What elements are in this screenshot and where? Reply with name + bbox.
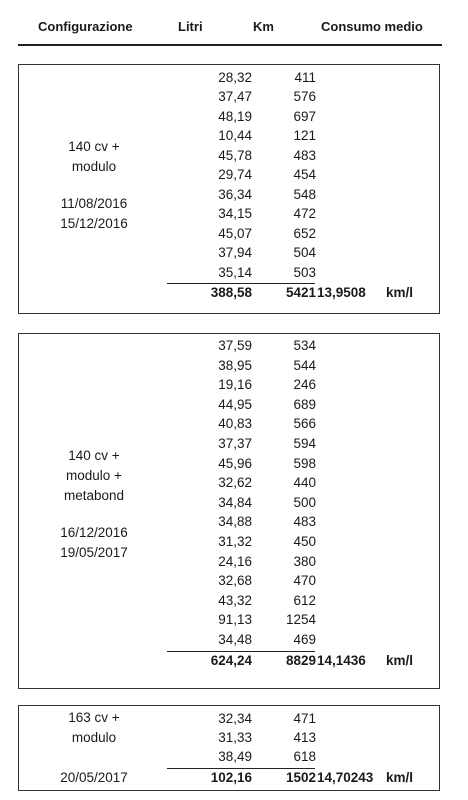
km-value: 411 [294,70,316,85]
table-row [19,571,439,591]
litri-value: 32,68 [218,573,252,589]
litri-value: 37,47 [218,89,252,105]
km-value: 566 [293,416,316,432]
litri-value: 91,13 [218,612,252,628]
total-km: 8829 [285,652,316,668]
litri-value: 34,15 [218,206,252,222]
configuration-line: modulo + [66,468,122,483]
km-value: 612 [293,592,316,608]
litri-value: 45,96 [218,455,252,471]
km-value: 503 [293,264,316,280]
total-litri: 102,16 [210,769,252,785]
table-row [19,747,439,767]
km-value: 246 [293,377,316,393]
litri-value: 10,44 [218,128,252,144]
table-row [19,243,439,263]
configuration-line: modulo [71,730,117,745]
table-row [19,414,439,434]
consumo-unit: km/l [386,769,414,785]
km-value: 689 [293,396,316,412]
table-row [19,146,439,166]
litri-value: 34,88 [218,514,252,530]
table-row [19,356,439,376]
table-row [19,728,439,748]
km-value: 121 [293,128,316,144]
km-value: 380 [293,553,316,569]
col-litri: Litri [178,19,203,34]
litri-value: 38,95 [218,357,252,373]
col-configurazione: Configurazione [38,19,133,34]
table-row [19,630,439,650]
date-line: 19/05/2017 [60,545,128,560]
km-value: 544 [293,357,316,373]
table-row [19,107,439,127]
date-line: 20/05/2017 [60,770,128,785]
km-value: 504 [293,245,316,261]
table-header [18,8,442,46]
total-row [19,651,439,671]
km-value: 548 [293,186,316,202]
date-line: 16/12/2016 [60,525,128,540]
col-consumo-medio: Consumo medio [321,19,423,34]
consumo-unit: km/l [386,652,414,668]
total-row [19,768,439,788]
table-row [19,336,439,356]
date-line: 11/08/2016 [60,196,128,211]
km-value: 576 [293,89,316,105]
configuration-line: 140 cv + [68,448,120,463]
table-row [19,87,439,107]
total-row [19,283,439,303]
total-km: 1502 [285,769,316,785]
litri-value: 36,34 [218,186,252,202]
consumo-medio-value: 13,9508 [317,284,366,300]
table-row [19,493,439,513]
litri-value: 45,07 [218,225,252,241]
table-row [19,552,439,572]
km-value: 469 [293,632,316,647]
configuration-line: modulo [71,159,117,174]
table-row [19,224,439,244]
km-value: 483 [293,147,316,163]
table-row [19,165,439,185]
km-value: 1254 [285,612,316,628]
consumo-medio-value: 14,70243 [317,769,374,785]
date-line: 15/12/2016 [60,216,128,231]
table-row [19,532,439,552]
litri-value: 43,32 [218,592,252,608]
table-row [19,375,439,395]
km-value: 472 [293,206,316,222]
configuration-line: 163 cv + [68,710,120,725]
km-value: 440 [293,475,316,491]
litri-value: 44,95 [218,396,252,412]
table-row [19,204,439,224]
km-value: 500 [293,494,316,510]
config-block [18,333,440,689]
config-block [18,705,440,791]
km-value: 471 [293,711,316,726]
col-km: Km [253,19,274,34]
litri-value: 24,16 [218,553,252,569]
table-row [19,185,439,205]
table-row [19,263,439,283]
litri-value: 48,19 [218,108,252,124]
litri-value: 32,34 [218,711,252,726]
table-row [19,454,439,474]
km-value: 652 [293,225,316,241]
km-value: 598 [293,455,316,471]
total-litri: 388,58 [210,284,252,300]
configuration-line: metabond [63,488,125,503]
km-value: 594 [293,436,316,451]
litri-value: 31,32 [218,534,252,549]
table-row [19,709,439,729]
litri-value: 34,48 [218,632,252,647]
table-row [19,434,439,454]
litri-value: 37,94 [218,245,252,261]
litri-value: 37,59 [218,338,252,353]
litri-value: 28,32 [218,70,252,85]
litri-value: 45,78 [218,147,252,163]
table-row [19,473,439,493]
table-row [19,591,439,611]
litri-value: 19,16 [218,377,252,393]
km-value: 413 [293,730,316,746]
config-block [18,64,440,314]
km-value: 618 [293,749,316,765]
km-value: 534 [293,338,316,353]
litri-value: 29,74 [218,167,252,183]
km-value: 470 [293,573,316,589]
configuration-line: 140 cv + [68,139,120,154]
consumo-medio-value: 14,1436 [317,652,366,668]
km-value: 483 [293,514,316,530]
litri-value: 34,84 [218,494,252,510]
consumo-unit: km/l [386,284,414,300]
table-row [19,512,439,532]
km-value: 697 [293,108,316,124]
litri-value: 40,83 [218,416,252,432]
km-value: 450 [293,534,316,549]
total-litri: 624,24 [210,652,252,668]
litri-value: 31,33 [218,730,252,746]
table-row [19,610,439,630]
km-value: 454 [293,167,316,183]
table-row [19,126,439,146]
litri-value: 37,37 [218,436,252,451]
table-row [19,68,439,88]
litri-value: 38,49 [218,749,252,765]
litri-value: 35,14 [218,264,252,280]
total-km: 5421 [285,284,316,300]
table-row [19,395,439,415]
litri-value: 32,62 [218,475,252,491]
